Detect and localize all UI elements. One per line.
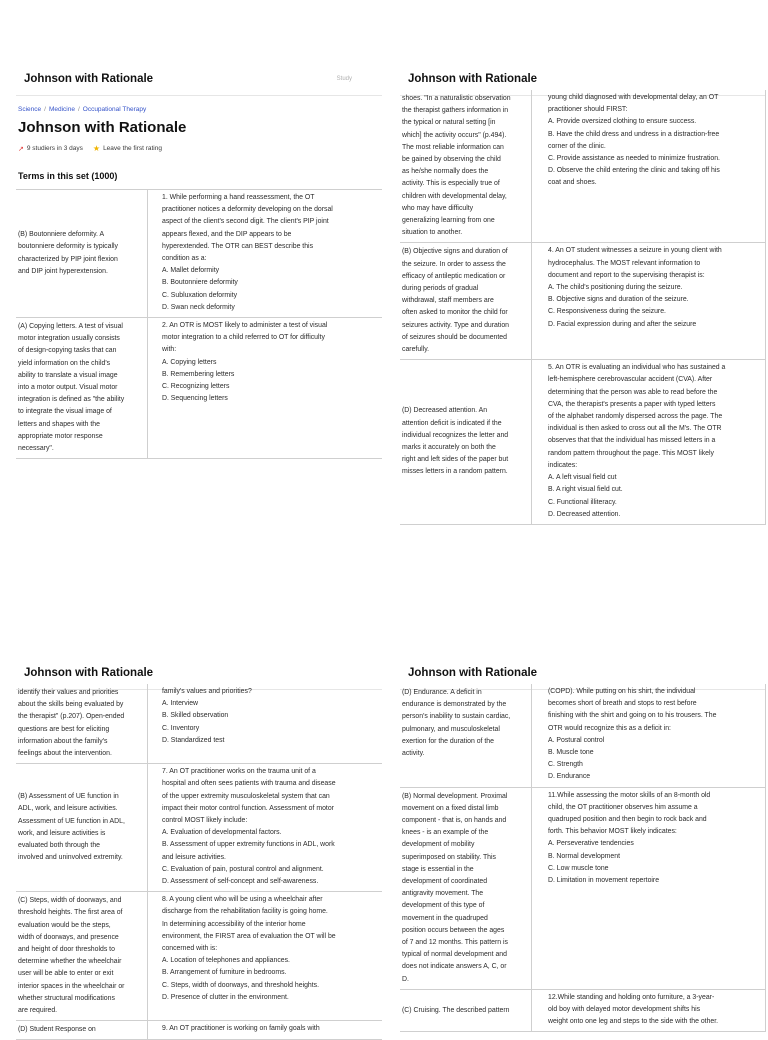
question-line: B. Skilled observation xyxy=(162,712,229,720)
page-3 xyxy=(16,656,382,1034)
definition-line: information about the family's xyxy=(18,737,108,745)
definition-line: work, and leisure activities is xyxy=(18,829,106,837)
definition-line: position occurs between the ages xyxy=(402,926,505,934)
terms-table xyxy=(400,684,766,1032)
definition-line: questions are best for eliciting xyxy=(18,725,110,733)
page-header xyxy=(16,62,382,96)
definition-line: (B) Normal development. Proximal xyxy=(402,792,508,800)
question-line: B. Assessment of upper extremity functions in ADL, work xyxy=(162,841,335,849)
definition-line: efficacy of antileptic medication or xyxy=(402,272,506,280)
question-line: C. Evaluation of pain, postural control and alignment. xyxy=(162,865,324,873)
breadcrumb-science[interactable]: Science xyxy=(18,106,42,113)
question-line: B. Objective signs and duration of the seizure. xyxy=(548,296,689,304)
question-line: In determining accessibility of the interior home xyxy=(162,920,306,928)
question-line: aspect of the client's second digit. The client's PIP joint xyxy=(162,218,329,226)
question-line: appears flexed, and the DIP appears to be xyxy=(162,230,292,238)
question-line: D. Decreased attention. xyxy=(548,510,621,518)
question-line: condition as a: xyxy=(162,255,207,263)
term-question xyxy=(532,360,766,524)
definition-line: (D) Decreased attention. An xyxy=(402,407,488,415)
definition-line: (C) Cruising. The described pattern xyxy=(402,1006,510,1014)
term-row xyxy=(16,1021,382,1040)
definition-line: during periods of gradual xyxy=(402,285,479,293)
question-line: D. Assessment of self-concept and self-awareness. xyxy=(162,878,319,886)
term-question xyxy=(532,788,766,989)
question-line: D. Limitation in movement repertoire xyxy=(548,877,660,885)
definition-line: and height of door thresholds to xyxy=(18,946,115,954)
question-line: discharge from the rehabilitation facility is going home. xyxy=(162,908,328,916)
terms-table xyxy=(16,684,382,1040)
question-line: corner of the clinic. xyxy=(548,142,606,150)
question-line: impact their motor control function. Assessment of motor xyxy=(162,804,334,812)
question-line: random pattern throughout the page. This MOST likely xyxy=(548,449,714,457)
question-line: A. Copying letters xyxy=(162,358,217,366)
question-line: family's values and priorities? xyxy=(162,688,252,695)
question-line: A. The child's positioning during the seizure. xyxy=(548,284,683,292)
question-line: C. Steps, width of doorways, and threshold heights. xyxy=(162,981,320,989)
term-question xyxy=(532,90,766,242)
definition-line: Assessment of UE function in ADL, xyxy=(18,817,125,825)
term-definition xyxy=(16,892,148,1020)
term-row xyxy=(400,684,766,788)
question-line: (COPD). While putting on his shirt, the individual xyxy=(548,688,696,695)
question-line: and leisure activities. xyxy=(162,853,226,861)
definition-line: width of doorways, and presence xyxy=(18,933,119,941)
question-line: 4. An OT student witnesses a seizure in young client with xyxy=(548,247,722,255)
definition-line: (A) Copying letters. A test of visual xyxy=(18,323,123,331)
page-2 xyxy=(400,62,766,602)
question-line: indicates: xyxy=(548,461,578,469)
question-line: concerned with is: xyxy=(162,945,218,953)
question-line: D. Observe the child entering the clinic and taking off his xyxy=(548,167,720,175)
definition-line: D. xyxy=(402,975,409,983)
question-line: C. Low muscle tone xyxy=(548,864,609,872)
study-link[interactable]: Study xyxy=(336,75,352,82)
question-line: C. Functional illiteracy. xyxy=(548,498,617,506)
definition-line: (C) Steps, width of doorways, and xyxy=(18,897,122,905)
question-line: 12.While standing and holding onto furniture, a 3-year- xyxy=(548,993,715,1001)
definition-line: (B) Objective signs and duration of xyxy=(402,248,508,256)
question-line: C. Recognizing letters xyxy=(162,383,230,391)
definition-line: seizures activity. Type and duration xyxy=(402,321,509,329)
studiers-count: 9 studiers in 3 days xyxy=(26,145,83,152)
page-1 xyxy=(16,62,382,602)
definition-line: the therapist" (p.207). Open-ended xyxy=(18,713,125,721)
question-line: becomes short of breath and stops to rest before xyxy=(548,700,697,708)
definition-line: ability to translate a visual image xyxy=(18,371,118,379)
definition-line: component - that is, on hands and xyxy=(402,817,507,825)
question-line: environment, the FIRST area of evaluation the OT will be xyxy=(162,932,336,940)
definition-line: right and left sides of the paper but xyxy=(402,456,509,464)
question-line: OTR would recognize this as a deficit in: xyxy=(548,724,671,732)
definition-line: (D) Endurance. A deficit in xyxy=(402,689,482,696)
question-line: B. Muscle tone xyxy=(548,749,594,757)
definition-line: children with developmental delay, xyxy=(402,192,507,200)
term-question xyxy=(148,892,382,1020)
question-line: 1. While performing a hand reassessment, the OT xyxy=(162,194,315,201)
term-row xyxy=(400,788,766,990)
definition-line: exertion for the duration of the xyxy=(402,737,494,745)
question-line: B. Normal development xyxy=(548,852,621,860)
question-line: practitioner should FIRST: xyxy=(548,106,628,114)
question-line: B. Have the child dress and undress in a distraction-free xyxy=(548,130,720,138)
page-4 xyxy=(400,656,766,1024)
term-row xyxy=(400,90,766,243)
question-line: A. Mallet deformity xyxy=(162,267,220,275)
question-line: A. Postural control xyxy=(548,736,605,744)
question-line: A. Perseverative tendencies xyxy=(548,840,634,848)
definition-line: involved and uninvolved extremity. xyxy=(18,854,123,862)
definition-line: endurance is demonstrated by the xyxy=(402,701,507,709)
definition-line: The most reliable information can xyxy=(402,143,504,151)
definition-line: (D) Student Response on xyxy=(18,1026,96,1034)
definition-line: misses letters in a random pattern. xyxy=(402,468,508,476)
rating-link[interactable]: Leave the first rating xyxy=(103,145,162,152)
term-question xyxy=(532,684,766,787)
terms-table xyxy=(16,189,382,459)
term-definition xyxy=(16,318,148,458)
definition-line: into a motor output. Visual motor xyxy=(18,384,118,392)
term-definition xyxy=(400,990,532,1032)
definition-line: activity. xyxy=(402,750,425,758)
definition-line: threshold heights. The first area of xyxy=(18,909,123,917)
definition-line: movement on a fixed distal limb xyxy=(402,804,499,812)
question-line: B. Arrangement of furniture in bedrooms. xyxy=(162,969,287,977)
definition-line: interior spaces in the wheelchair or xyxy=(18,982,125,990)
definition-line: motor integration usually consists xyxy=(18,335,120,343)
definition-line: necessary". xyxy=(18,445,54,453)
question-line: CVA, the therapist's presents a paper with typed letters xyxy=(548,400,716,408)
definition-line: often asked to monitor the child for xyxy=(402,309,508,317)
question-line: A. Interview xyxy=(162,700,198,708)
term-question xyxy=(148,190,382,317)
question-line: left-hemisphere cerebrovascular accident (CVA). After xyxy=(548,376,713,384)
definition-line: boutonniere deformity is typically xyxy=(18,243,118,251)
question-line: D. Facial expression during and after the seizure xyxy=(548,320,697,328)
question-line: child, the OT practitioner observes him assume a xyxy=(548,803,698,811)
question-line: A. Evaluation of developmental factors. xyxy=(162,829,282,837)
definition-line: whether structural modifications xyxy=(18,994,115,1002)
question-line: C. Subluxation deformity xyxy=(162,291,238,299)
question-line: C. Responsiveness during the seizure. xyxy=(548,308,666,316)
definition-line: of design-copying tasks that can xyxy=(18,347,117,355)
question-line: A. A left visual field cut xyxy=(548,474,617,482)
term-row xyxy=(16,318,382,459)
question-line: of the upper extremity musculoskeletal system that can xyxy=(162,792,330,800)
definition-line: of seizures should be documented xyxy=(402,333,507,341)
definition-line: of 7 and 12 months. This pattern is xyxy=(402,939,508,947)
term-definition xyxy=(400,243,532,359)
question-line: B. A right visual field cut. xyxy=(548,486,623,494)
question-line: young child diagnosed with developmental delay, an OT xyxy=(548,94,719,101)
trending-icon: ↗ xyxy=(18,145,24,153)
question-line: 8. A young client who will be using a wheelchair after xyxy=(162,896,323,904)
definition-line: (B) Assessment of UE function in xyxy=(18,793,119,801)
question-line: finishing with the shirt and going on to his trousers. The xyxy=(548,712,717,720)
definition-line: identify their values and priorities xyxy=(18,689,119,696)
definition-line: pulmonary, and musculoskeletal xyxy=(402,725,500,733)
set-meta xyxy=(18,144,382,153)
question-line: hospital and often sees patients with trauma and disease xyxy=(162,780,336,788)
term-row xyxy=(400,360,766,525)
definition-line: letters and shapes with the xyxy=(18,420,100,428)
question-line: D. Swan neck deformity xyxy=(162,303,235,311)
definition-line: yield information on the child's xyxy=(18,359,111,367)
definition-line: withdrawal, staff members are xyxy=(402,297,494,305)
question-line: D. Sequencing letters xyxy=(162,395,228,403)
question-line: document and report to the supervising therapist is: xyxy=(548,271,705,279)
term-question xyxy=(148,684,382,763)
definition-line: determine whether the wheelchair xyxy=(18,958,122,966)
definition-line: individual recognizes the letter and xyxy=(402,431,509,439)
question-line: control MOST likely include: xyxy=(162,817,248,825)
term-definition xyxy=(400,788,532,989)
definition-line: are required. xyxy=(18,1007,58,1015)
term-definition xyxy=(16,190,148,317)
term-row xyxy=(16,190,382,318)
definition-line: movement in the quadruped xyxy=(402,914,488,922)
definition-line: appropriate motor response xyxy=(18,432,103,440)
definition-line: stage is essential in the xyxy=(402,865,474,873)
question-line: B. Remembering letters xyxy=(162,370,235,378)
definition-line: ADL, work, and leisure activities. xyxy=(18,805,118,813)
definition-line: development of this type of xyxy=(402,902,485,910)
question-line: forth. This behavior MOST likely indicates: xyxy=(548,828,677,836)
question-line: coat and shoes. xyxy=(548,179,597,187)
question-line: weight onto one leg and steps to the side with the other. xyxy=(548,1018,719,1026)
question-line: 5. An OTR is evaluating an individual who has sustained a xyxy=(548,364,726,372)
question-line: C. Inventory xyxy=(162,724,200,732)
header-title: Johnson with Rationale xyxy=(24,72,154,85)
breadcrumb-occupational-therapy[interactable]: Occupational Therapy xyxy=(82,106,147,113)
term-question xyxy=(532,990,766,1032)
term-row xyxy=(400,990,766,1033)
term-row xyxy=(400,243,766,360)
definition-line: the therapist gathers information in xyxy=(402,107,509,115)
question-line: D. Presence of clutter in the environment. xyxy=(162,993,289,1001)
star-icon: ★ xyxy=(92,144,101,153)
question-line: 9. An OT practitioner is working on family goals with xyxy=(162,1025,320,1033)
question-line: practitioner notices a deformity developing on the dorsal xyxy=(162,206,333,214)
definition-line: the seizure. In order to assess the xyxy=(402,260,506,268)
question-line: individual is then asked to cross out all the M's. The OTR xyxy=(548,425,722,433)
definition-line: person's inability to sustain cardiac, xyxy=(402,713,511,721)
definition-line: does not indicate answers A, C, or xyxy=(402,963,507,971)
definition-line: about the skills being evaluated by xyxy=(18,701,124,709)
definition-line: which] the activity occurs" (p.494). xyxy=(402,131,507,139)
question-line: C. Strength xyxy=(548,761,583,769)
question-line: 11.While assessing the motor skills of an 8-month old xyxy=(548,791,711,799)
question-line: of the alphabet randomly dispersed across the page. The xyxy=(548,413,723,421)
question-line: D. Standardized test xyxy=(162,736,225,744)
term-definition xyxy=(400,90,532,242)
question-line: with: xyxy=(162,346,177,354)
definition-line: be gained by observing the child xyxy=(402,156,501,164)
term-definition xyxy=(16,764,148,891)
definition-line: evaluation would be the steps, xyxy=(18,921,111,929)
header-title: Johnson with Rationale xyxy=(408,666,538,679)
question-line: old boy with delayed motor development shifts his xyxy=(548,1006,701,1014)
question-line: determining that the person was able to read before the xyxy=(548,388,718,396)
definition-line: integration is defined as "the ability xyxy=(18,396,125,404)
definition-line: antigravity movement. The xyxy=(402,890,484,898)
term-row xyxy=(16,892,382,1021)
breadcrumb: Science / Medicine / Occupational Therapy xyxy=(18,106,147,113)
definition-line: (B) Boutonniere deformity. A xyxy=(18,231,105,239)
question-line: D. Endurance xyxy=(548,773,591,781)
term-question xyxy=(148,764,382,891)
definition-line: activity. This is especially true of xyxy=(402,180,500,188)
definition-line: knees - is an example of the xyxy=(402,829,489,837)
definition-line: generalizing learning from one xyxy=(402,217,495,225)
question-line: observes that that the individual has missed letters in a xyxy=(548,437,716,445)
term-question xyxy=(532,243,766,359)
question-line: A. Location of telephones and appliances. xyxy=(162,957,290,965)
definition-line: attention deficit is indicated if the xyxy=(402,419,502,427)
definition-line: carefully. xyxy=(402,346,430,354)
definition-line: superimposed on stability. This xyxy=(402,853,496,861)
breadcrumb-medicine[interactable]: Medicine xyxy=(48,106,75,113)
term-question xyxy=(148,1021,382,1039)
definition-line: shoes. "In a naturalistic observation xyxy=(402,95,511,102)
definition-line: situation to another. xyxy=(402,229,463,237)
question-line: hyperextended. The OTR can BEST describe this xyxy=(162,242,314,250)
definition-line: marks it accurately on both the xyxy=(402,444,496,452)
definition-line: development of mobility xyxy=(402,841,475,849)
question-line: motor integration to a child referred to OT for difficulty xyxy=(162,334,325,342)
definition-line: characterized by PIP joint flexion xyxy=(18,255,118,263)
question-line: 2. An OTR is MOST likely to administer a test of visual xyxy=(162,322,328,330)
question-line: C. Provide assistance as needed to minimize frustration. xyxy=(548,155,720,163)
terms-table xyxy=(400,90,766,525)
question-line: quadruped position and then begin to rock back and xyxy=(548,816,707,824)
question-line: A. Provide oversized clothing to ensure success. xyxy=(548,118,697,126)
terms-heading: Terms in this set (1000) xyxy=(18,171,118,181)
definition-line: typical of normal development and xyxy=(402,951,507,959)
definition-line: user will be able to enter or exit xyxy=(18,970,114,978)
term-question xyxy=(148,318,382,458)
header-title: Johnson with Rationale xyxy=(24,666,154,679)
term-definition xyxy=(400,360,532,524)
term-row xyxy=(16,764,382,892)
definition-line: development of coordinated xyxy=(402,878,488,886)
term-definition xyxy=(16,684,148,763)
definition-line: as he/she normally does the xyxy=(402,168,489,176)
question-line: hydrocephalus. The MOST relevant information to xyxy=(548,259,701,267)
header-title: Johnson with Rationale xyxy=(408,72,538,85)
definition-line: evaluated both through the xyxy=(18,841,100,849)
term-definition xyxy=(400,684,532,787)
term-definition xyxy=(16,1021,148,1039)
definition-line: feelings about the intervention. xyxy=(18,750,112,758)
set-title: Johnson with Rationale xyxy=(18,119,187,136)
question-line: B. Boutonniere deformity xyxy=(162,279,238,287)
definition-line: to integrate the visual image of xyxy=(18,408,112,416)
definition-line: who may have difficulty xyxy=(402,204,474,212)
definition-line: the typical or natural setting [in xyxy=(402,119,496,127)
question-line: 7. An OT practitioner works on the trauma unit of a xyxy=(162,768,316,776)
term-row xyxy=(16,684,382,764)
definition-line: and DIP joint hyperextension. xyxy=(18,267,108,275)
